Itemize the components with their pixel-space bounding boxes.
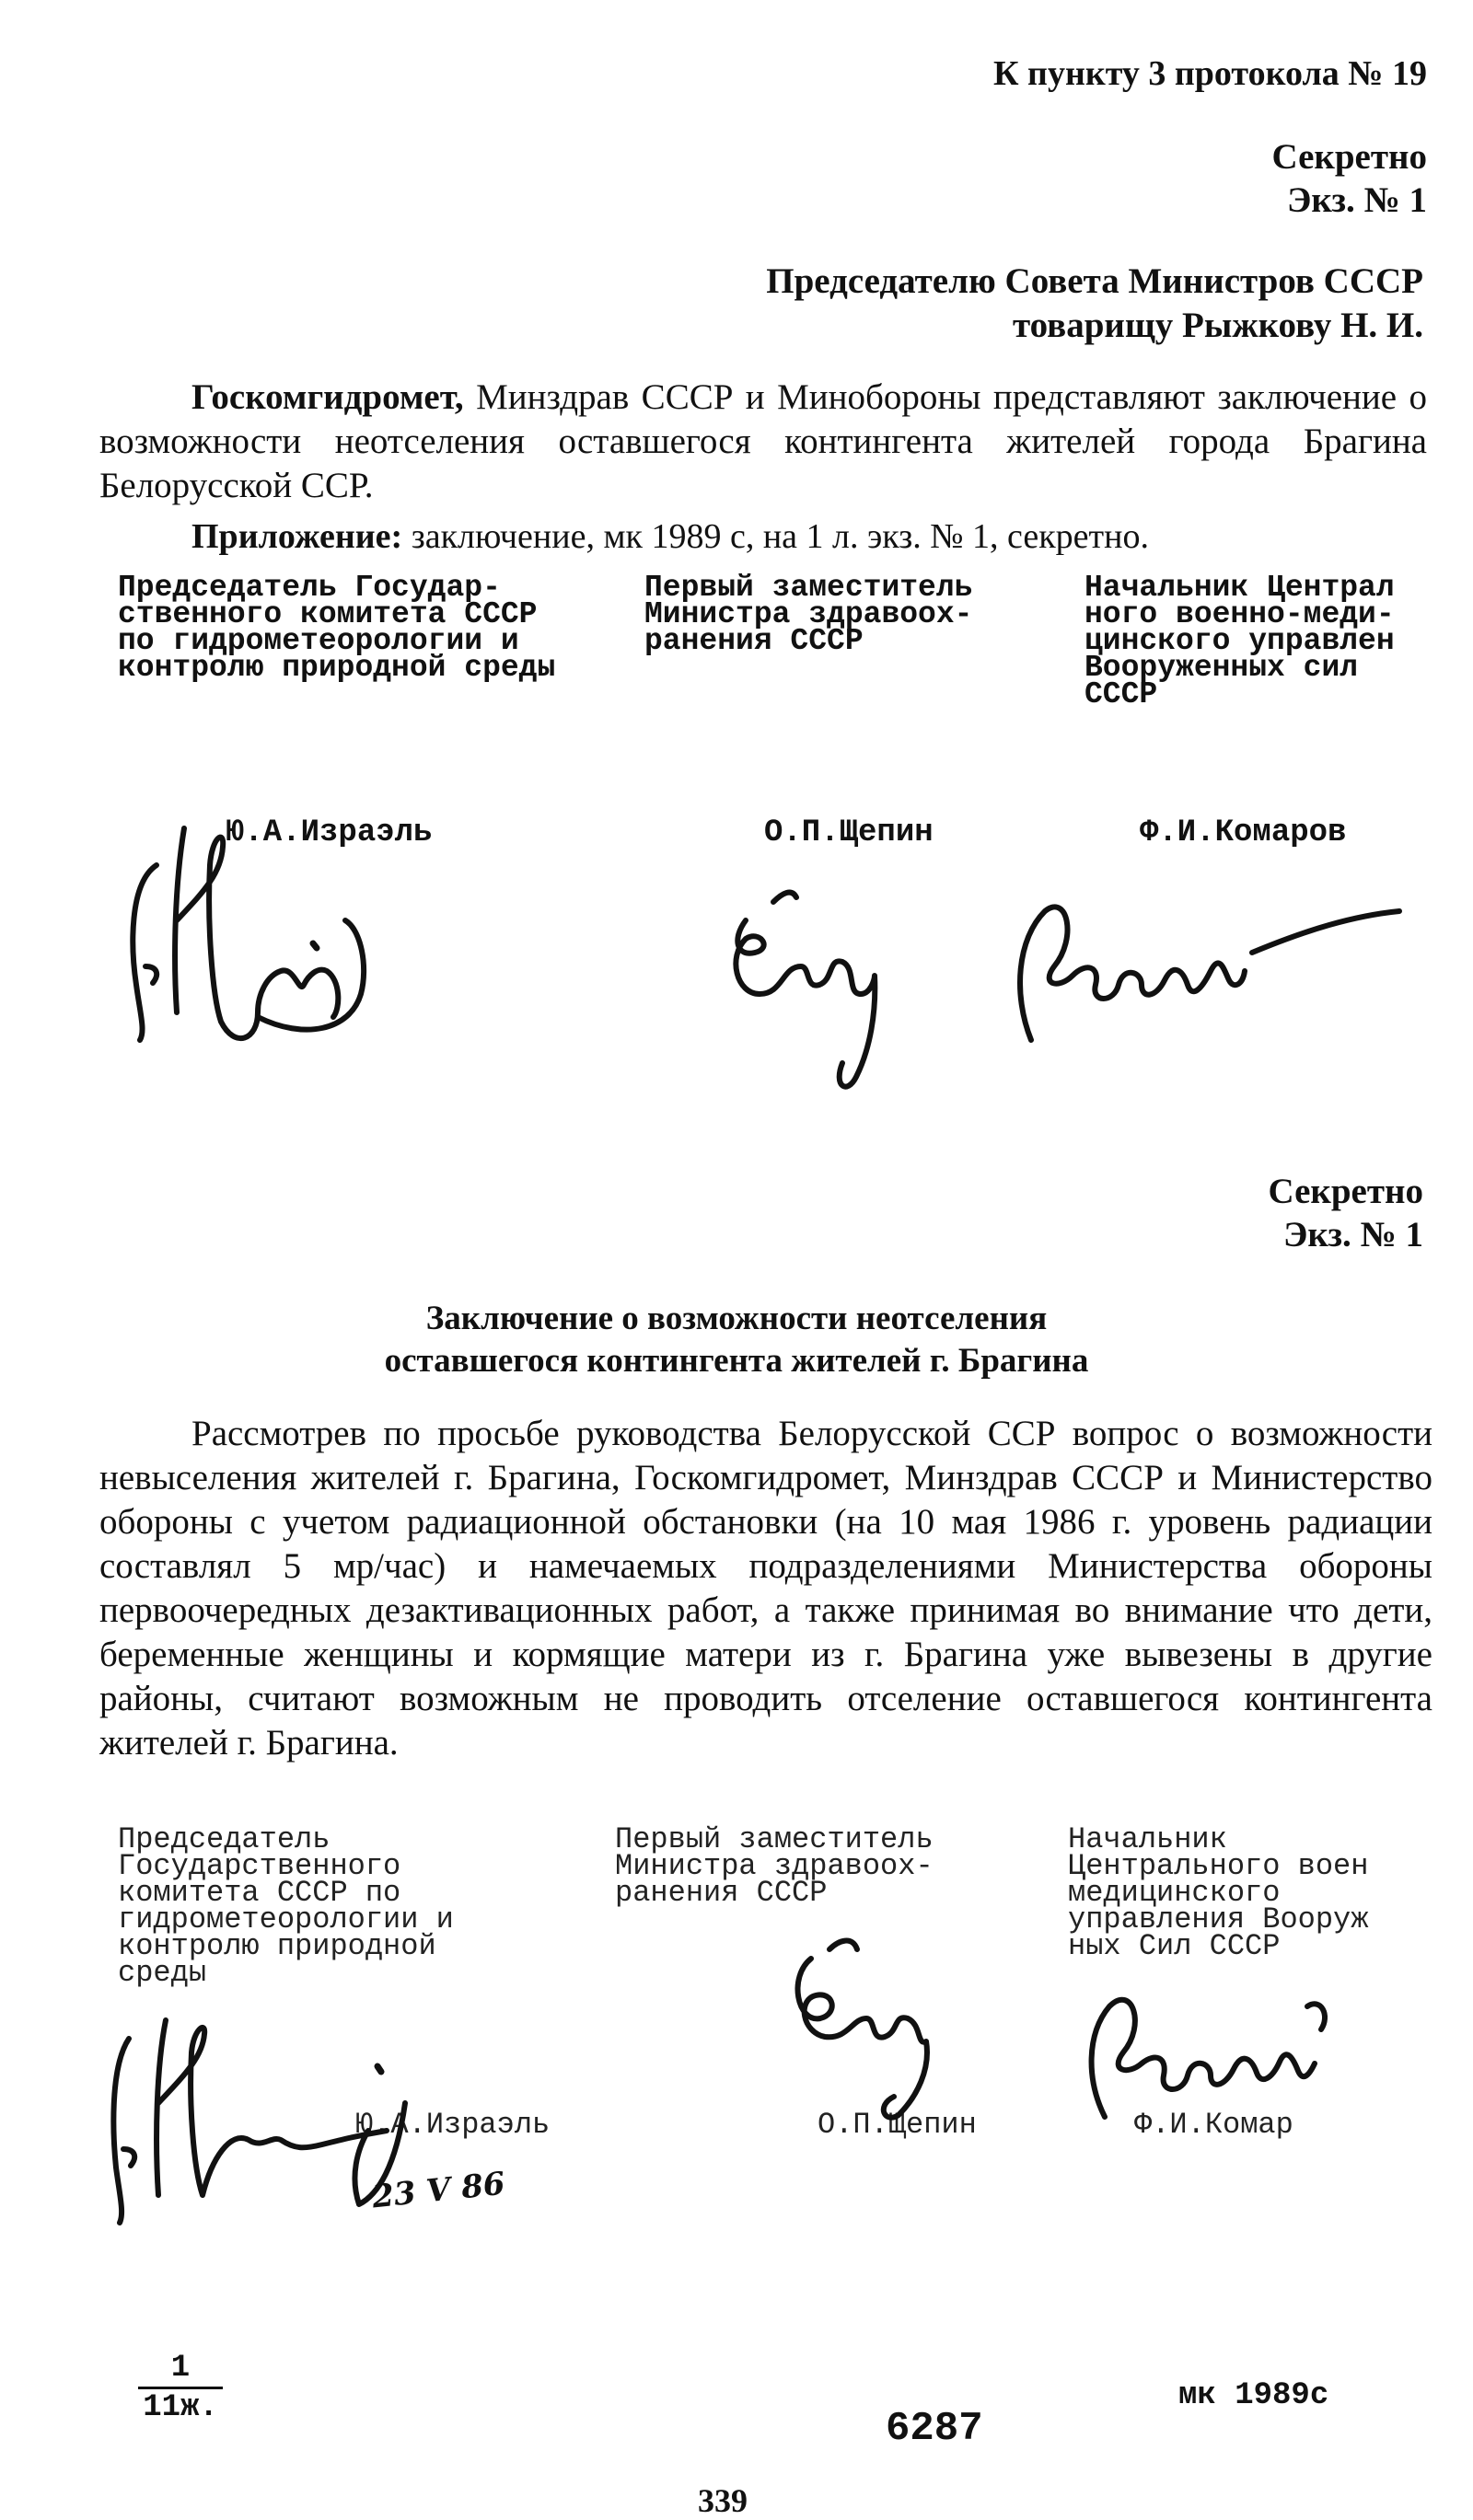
cover-letter-senders: Госкомгидромет, bbox=[191, 377, 464, 417]
protocol-reference: К пункту 3 протокола № 19 bbox=[993, 54, 1427, 93]
addressee-line-1: Председателю Совета Министров СССР bbox=[766, 261, 1423, 301]
attachment-line bbox=[191, 515, 1444, 558]
attachment-text: заключение, мк 1989 с, на 1 л. экз. № 1, секретно. bbox=[402, 517, 1149, 556]
conclusion-title-line-1: Заключение о возможности неотселения bbox=[425, 1300, 1048, 1337]
signature-israel-1 bbox=[120, 810, 423, 1095]
copy-label: Экз. № 1 bbox=[1282, 1214, 1423, 1254]
signatory-title-komarov: Начальник Централ ного военно-меди- цинского управлен Вооруженных сил СССР bbox=[1084, 571, 1395, 711]
signatory2-name-komarov: Ф.И.Комар bbox=[1134, 2108, 1293, 2142]
addressee bbox=[766, 260, 1423, 347]
registry-fraction bbox=[125, 2352, 236, 2424]
document-number: 6287 bbox=[886, 2406, 983, 2452]
signature-israel-2 bbox=[101, 2011, 405, 2241]
signature-shchepin-1 bbox=[718, 865, 902, 1095]
signatory-name-shchepin: О.П.Щепин bbox=[764, 815, 934, 850]
signature-komarov-1 bbox=[1003, 884, 1409, 1049]
secrecy-stamp-conclusion bbox=[1268, 1171, 1423, 1257]
signatory-name-komarov: Ф.И.Комаров bbox=[1140, 815, 1347, 850]
conclusion-title-line-2: оставшегося контингента жителей г. Брагина bbox=[384, 1342, 1089, 1380]
cover-letter-text: Минздрав СССР и Минобороны представляют заключение о возможности неотселения оставшегося контингента жителей города Брагина Белорусской ССР. bbox=[99, 377, 1427, 505]
signatory2-title-israel: Председатель Государственного комитета СССР по гидрометеорологии и контролю природной среды bbox=[118, 1822, 454, 1990]
signatory-title-israel: Председатель Государ- ственного комитета СССР по гидрометеорологии и контролю природной среды bbox=[118, 571, 556, 685]
signature-komarov-2 bbox=[1068, 1979, 1381, 2126]
conclusion-body: Рассмотрев по просьбе руководства Белорусской ССР вопрос о возможности невыселения жителей г. Брагина, Госкомгидромет, Минздрав СССР и Министерство обороны с учетом радиационной обстановки (на 10 мая 1986 г. уровень радиации составлял 5 мр/час) и намечаемых подразделениями Министерства обороны первоочередных дезактивационных работ, а также принимая во внимание что дети, беременные женщины и кормящие матери из г. Брагина уже вывезены в другие районы, считают возможным не проводить отселение оставшегося контингента жителей г. Брагина. bbox=[99, 1414, 1432, 1763]
cover-letter bbox=[99, 376, 1427, 508]
signatory-name-israel: Ю.А.Израэль bbox=[226, 815, 433, 850]
page-number: 339 bbox=[698, 2482, 748, 2519]
fraction-numerator: 1 bbox=[170, 2351, 191, 2386]
fraction-denominator: 11ж. bbox=[143, 2390, 218, 2425]
signatory2-title-komarov: Начальник Центрального воен медицинского управления Вооруж ных Сил СССР bbox=[1068, 1822, 1369, 1963]
secret-label: Секретно bbox=[1271, 137, 1427, 177]
mk-code: мк 1989с bbox=[1178, 2378, 1329, 2413]
addressee-line-2: товарищу Рыжкову Н. И. bbox=[1012, 305, 1423, 345]
signatory2-name-israel: Ю.А.Израэль bbox=[355, 2108, 551, 2142]
signature-date-note: 23 V 86 bbox=[370, 2165, 507, 2216]
signature-shchepin-2 bbox=[779, 1940, 945, 2124]
conclusion-title bbox=[0, 1298, 1473, 1382]
secrecy-stamp bbox=[1271, 136, 1427, 223]
signatory-title-shchepin: Первый заместитель Министра здравоох- ранения СССР bbox=[644, 571, 973, 658]
signatory2-name-shchepin: О.П.Щепин bbox=[818, 2108, 977, 2142]
copy-label: Экз. № 1 bbox=[1286, 179, 1427, 220]
attachment-label: Приложение: bbox=[191, 517, 403, 556]
secret-label: Секретно bbox=[1268, 1172, 1423, 1211]
signatory2-title-shchepin: Первый заместитель Министра здравоох- ранения СССР bbox=[615, 1822, 934, 1910]
fraction-bar bbox=[138, 2387, 223, 2389]
